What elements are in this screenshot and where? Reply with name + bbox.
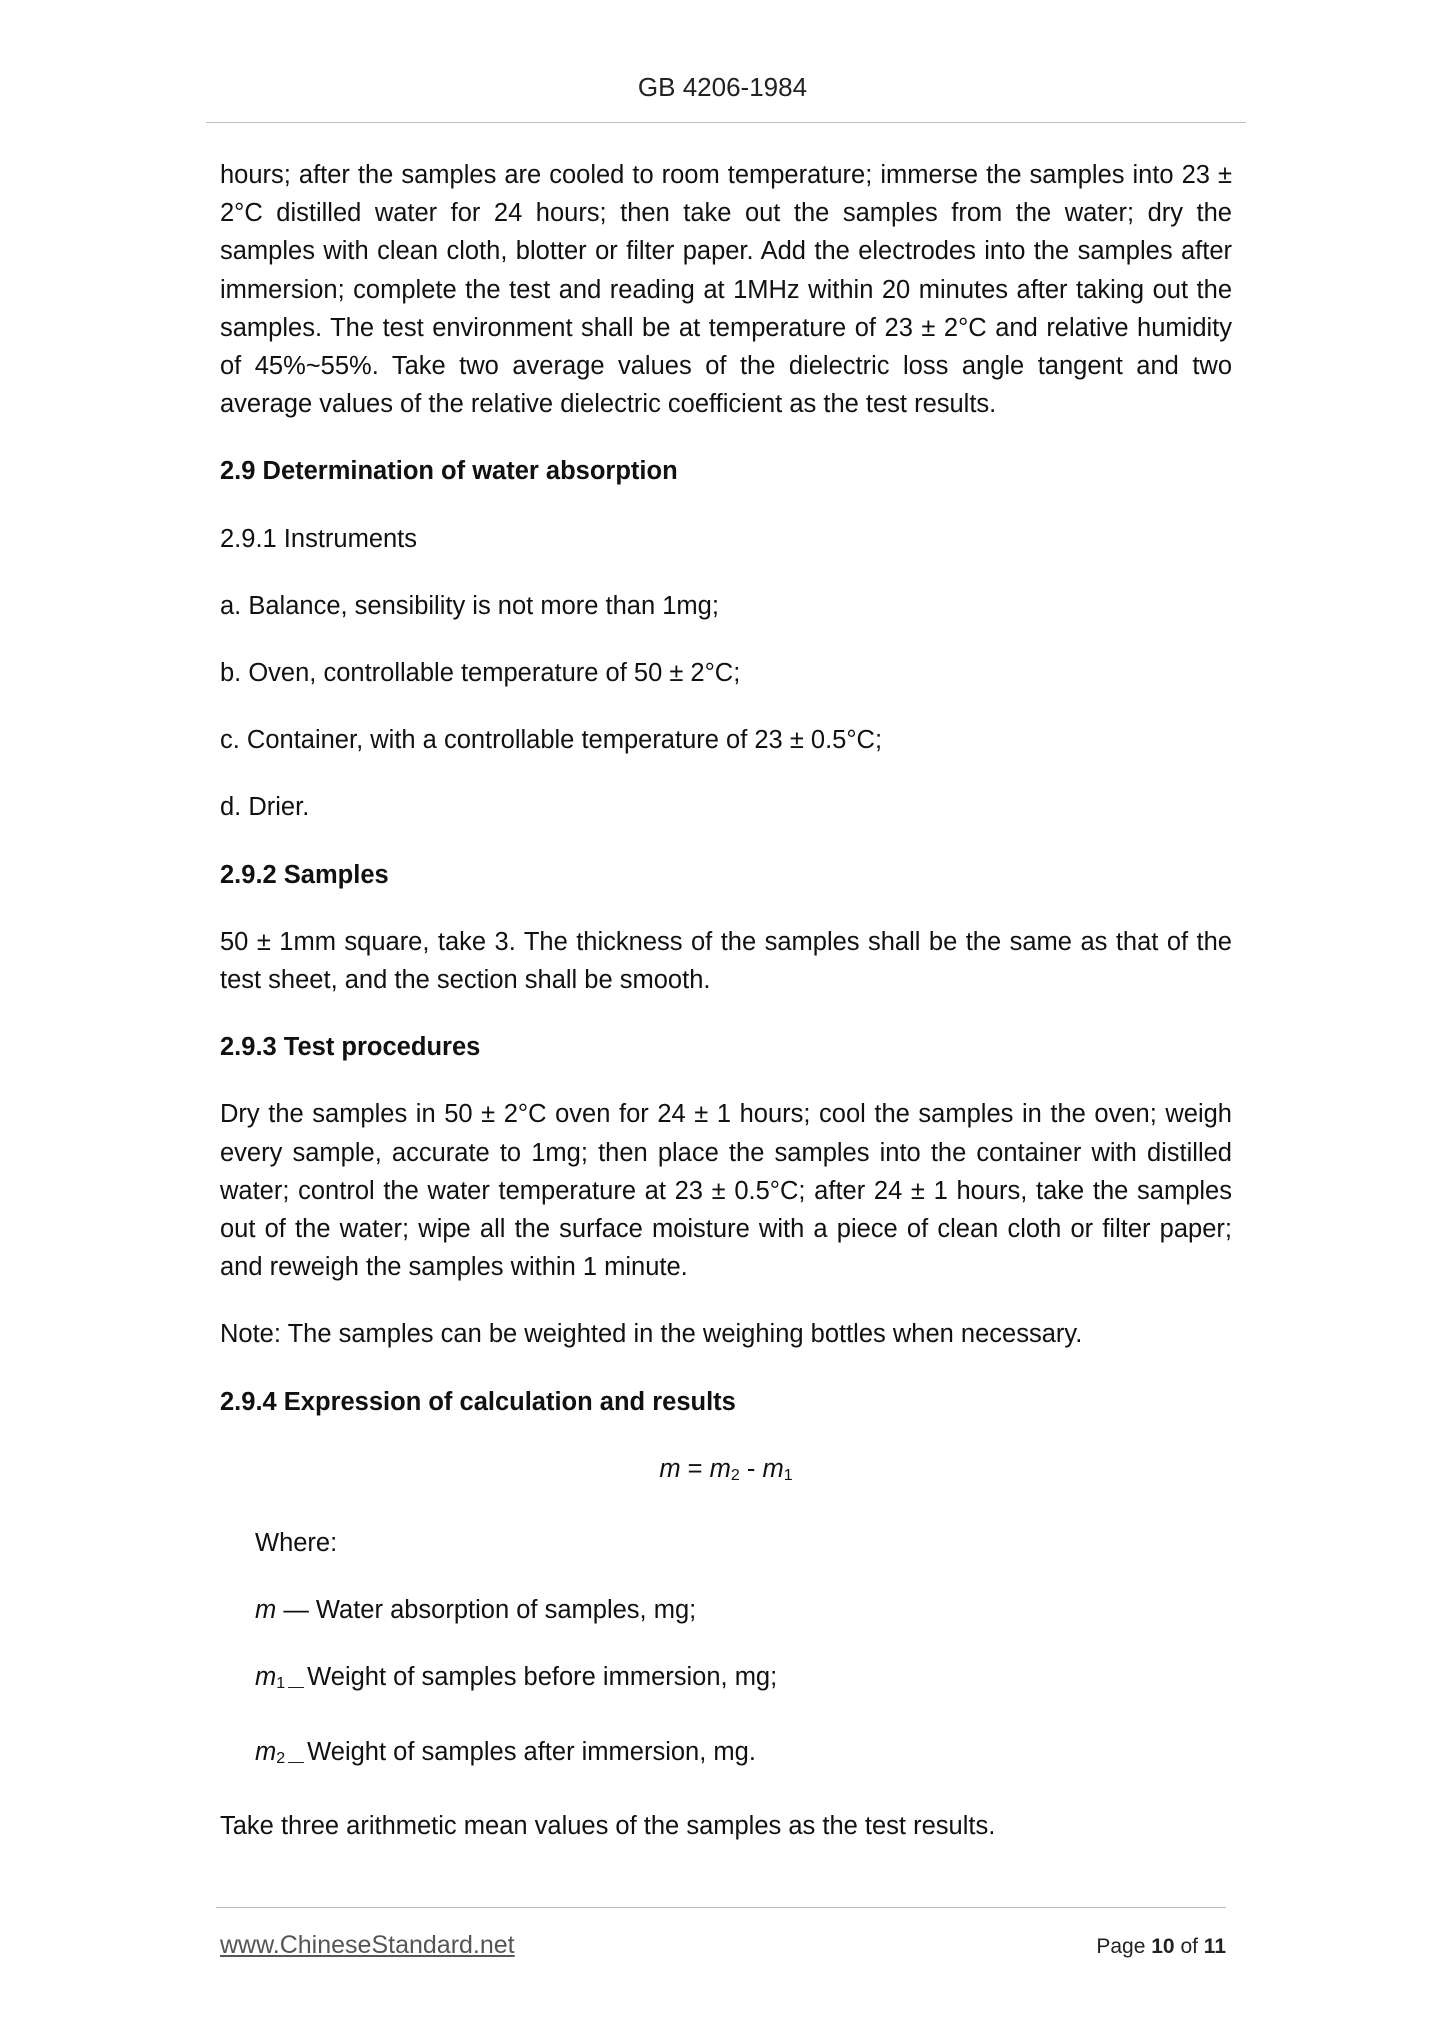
section-heading-2-9: 2.9 Determination of water absorption bbox=[220, 457, 678, 486]
instrument-item: d. Drier. bbox=[220, 793, 310, 822]
section-heading-2-9-2: 2.9.2 Samples bbox=[220, 860, 389, 889]
procedures-paragraph: Dry the samples in 50 ± 2°C oven for 24 ± 1 hours; cool the samples in the oven; weigh every sample, accurate to 1mg; then place the samples into the container with distilled water; control the water temperature at 23 ± 0.5°C; after 24 ± 1 hours, take the samples out of the water; wipe all the surface moisture with a piece of clean cloth or filter paper; and reweigh the samples within 1 minute. bbox=[220, 1100, 1232, 1282]
section-heading-2-9-4: 2.9.4 Expression of calculation and results bbox=[220, 1387, 736, 1416]
variable-symbol: m bbox=[255, 1596, 277, 1625]
header-divider bbox=[206, 122, 1246, 123]
formula-m1-subscript: 1 bbox=[783, 1466, 793, 1484]
variable-description: — Water absorption of samples, mg; bbox=[276, 1596, 697, 1625]
instrument-item: a. Balance, sensibility is not more than 1mg; bbox=[220, 591, 719, 620]
document-header-title: GB 4206-1984 bbox=[637, 72, 808, 102]
footer-divider bbox=[216, 1907, 1226, 1908]
variable-description: Weight of samples after immersion, mg. bbox=[307, 1737, 756, 1766]
formula-minus: - bbox=[739, 1454, 763, 1483]
current-page: 10 bbox=[1151, 1935, 1175, 1958]
intro-paragraph: hours; after the samples are cooled to room temperature; immerse the samples into 23 ± 2°C distilled water for 24 hours; then take out the samples from the water; dry the samples with clean cloth, blotter or filter paper. Add the electrodes into the samples after immersion; complete the test and reading at 1MHz within 20 minutes after taking out the samples. The test environment shall be at temperature of 23 ± 2°C and relative humidity of 45%~55%. Take two average values of the dielectric loss angle tangent and two average values of the relative dielectric coefficient as the test results. bbox=[220, 161, 1232, 419]
instrument-item: b. Oven, controllable temperature of 50 ± 2°C; bbox=[220, 659, 741, 688]
formula-lhs: m bbox=[659, 1454, 681, 1483]
page-content bbox=[220, 156, 1232, 1845]
variable-description: Weight of samples before immersion, mg; bbox=[307, 1663, 778, 1692]
dash-separator bbox=[288, 1687, 304, 1688]
section-heading-2-9-3: 2.9.3 Test procedures bbox=[220, 1033, 481, 1062]
formula-equals: = bbox=[680, 1454, 710, 1483]
note-paragraph: Note: The samples can be weighted in the weighing bottles when necessary. bbox=[220, 1320, 1083, 1349]
variable-definition-m1 bbox=[220, 1658, 1232, 1703]
formula-m1: m bbox=[762, 1454, 784, 1483]
variable-definition-m2 bbox=[220, 1733, 1232, 1778]
formula-m2: m bbox=[709, 1454, 731, 1483]
dash-separator bbox=[288, 1762, 304, 1763]
samples-paragraph: 50 ± 1mm square, take 3. The thickness of the samples shall be the same as that of the test sheet, and the section shall be smooth. bbox=[220, 927, 1232, 995]
where-label: Where: bbox=[255, 1529, 338, 1558]
subsection-heading-2-9-1: 2.9.1 Instruments bbox=[220, 524, 418, 553]
variable-symbol: $m_2$ bbox=[255, 1737, 286, 1767]
formula bbox=[220, 1450, 1232, 1495]
variable-definition-m bbox=[220, 1591, 1232, 1629]
instrument-item: c. Container, with a controllable temperature of 23 ± 0.5°C; bbox=[220, 726, 883, 755]
result-paragraph: Take three arithmetic mean values of the samples as the test results. bbox=[220, 1811, 996, 1840]
website-link[interactable]: www.ChineseStandard.net bbox=[220, 1931, 515, 1959]
total-pages: 11 bbox=[1203, 1935, 1226, 1958]
variable-symbol: $m_1$ bbox=[255, 1663, 286, 1693]
formula-m2-subscript: 2 bbox=[730, 1466, 740, 1484]
page-number: Page 10 of 11 bbox=[1096, 1935, 1226, 1958]
